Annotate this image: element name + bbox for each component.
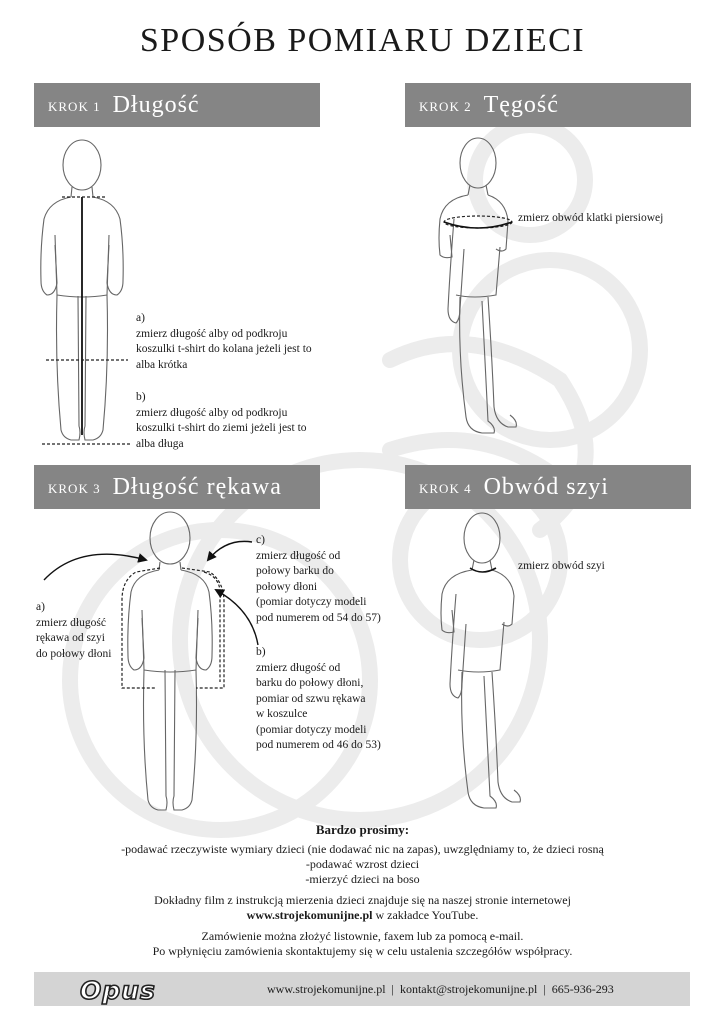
step1-a-text [136, 311, 336, 373]
step1-a-line: alba krótka [136, 358, 188, 371]
step1-b-line: zmierz długość alby od podkroju [136, 406, 288, 419]
step1-a-label: a) [136, 312, 145, 324]
step1-a-line: zmierz długość alby od podkroju [136, 327, 288, 340]
step3-c-line: pod numerem od 54 do 57) [256, 611, 381, 624]
step2-name: Tęgość [483, 91, 559, 118]
step1-header [34, 83, 320, 127]
step3-b-line: w koszulce [256, 708, 308, 720]
step3-b-line: pomiar od szwu rękawa [256, 692, 366, 705]
website-link[interactable]: www.strojekomunijne.pl [246, 908, 373, 922]
bottom-line: -podawać rzeczywiste wymiary dzieci (nie dodawać nic na zapas), uwzględniamy to, że dzieci rosną [121, 842, 604, 856]
step2-krok: KROK 2 [419, 99, 472, 114]
step3-name: Długość rękawa [112, 473, 282, 500]
step3-c-line: c) [256, 534, 265, 546]
step3-c-line: (pomiar dotyczy modeli [256, 596, 367, 608]
page-title: SPOSÓB POMIARU DZIECI [139, 22, 586, 59]
order-line: Zamówienie można złożyć listownie, faxem lub za pomocą e-mail. [201, 929, 524, 943]
step3-c-line: zmierz długość od [256, 549, 341, 562]
step3-c-line: połowy dłoni [256, 580, 318, 593]
step1-a-line: koszulki t-shirt do kolana jeżeli jest to [136, 343, 312, 355]
step1-b-line: alba długa [136, 437, 184, 450]
step3-b-text [256, 645, 406, 754]
order-line: Po wpłynięciu zamówienia skontaktujemy się w celu ustalenia szczegółów współpracy. [152, 944, 573, 958]
step1-krok: KROK 1 [48, 99, 101, 114]
step1-b-label: b) [136, 391, 146, 403]
step3-b-line: barku do połowy dłoni, [256, 677, 364, 689]
step4-figure [434, 510, 524, 820]
step3-a-line: rękawa od szyi [36, 632, 105, 644]
step3-header [34, 465, 320, 509]
bottom-heading: Bardzo prosimy: [315, 822, 410, 837]
step3-b-line: pod numerem od 46 do 53) [256, 739, 381, 751]
bottom-line: -mierzyć dzieci na boso [305, 872, 420, 886]
step2-text: zmierz obwód klatki piersiowej [518, 212, 664, 224]
step3-krok: KROK 3 [48, 481, 101, 496]
step4-name: Obwód szyi [483, 473, 609, 500]
step2-header [405, 83, 691, 127]
step3-b-line: zmierz długość od [256, 661, 341, 674]
step4-header [405, 465, 691, 509]
step1-figure [36, 135, 136, 450]
step1-b-line: koszulki t-shirt do ziemi jeżeli jest to [136, 422, 307, 434]
film-suffix: w zakładce YouTube. [372, 908, 479, 922]
step3-b-line: (pomiar dotyczy modeli [256, 723, 367, 736]
step3-a-line: a) [36, 601, 45, 613]
step3-a-text [36, 600, 126, 662]
footer-contact: www.strojekomunijne.pl | kontakt@strojekomunijne.pl | 665-936-293 [267, 982, 614, 996]
step3-c-line: połowy barku do [256, 565, 334, 577]
step3-c-text [256, 533, 406, 626]
film-line: Dokładny film z instrukcją mierzenia dzieci znajduje się na naszej stronie internetowej [154, 893, 571, 907]
step3-a-line: do połowy dłoni [36, 647, 112, 660]
step3-a-line: zmierz długość [36, 616, 106, 629]
step2-figure [432, 135, 522, 445]
step1-name: Długość [112, 91, 200, 118]
step1-b-text [136, 390, 336, 452]
step4-text: zmierz obwód szyi [518, 560, 605, 572]
film-link-line [0, 908, 725, 924]
step4-krok: KROK 4 [419, 481, 472, 496]
opus-logo: Opus [80, 976, 156, 1005]
step3-b-line: b) [256, 646, 266, 658]
bottom-line: -podawać wzrost dzieci [305, 857, 420, 871]
